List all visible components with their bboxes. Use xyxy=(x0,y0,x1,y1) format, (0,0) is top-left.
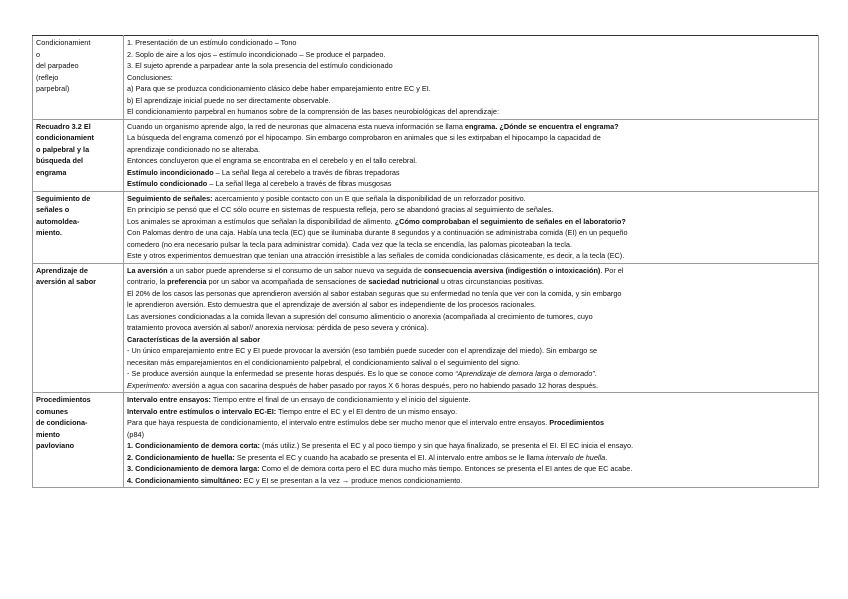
content-line: Estímulo incondicionado – La señal llega al cerebelo a través de fibras trepadoras xyxy=(127,167,400,177)
content-line: Conclusiones: xyxy=(127,72,173,82)
content-line: Estímulo condicionado – La señal llega al cerebelo a través de fibras musgosas xyxy=(127,179,392,188)
content-line: 1. Presentación de un estímulo condicionado – Tono xyxy=(127,38,297,47)
row-content xyxy=(124,263,819,393)
table-row xyxy=(33,191,819,263)
content-line: Intervalo entre estímulos o intervalo EC-EI: Tiempo entre el EC y el EI dentro de un mismo ensayo. xyxy=(127,406,458,416)
content-line: Para que haya respuesta de condicionamiento, el intervalo entre estímulos debe ser mucho menor que el intervalo entre ensayos. Procedimientos xyxy=(127,418,605,427)
topic-line: o palpebral y la xyxy=(36,144,90,154)
topic-line: miento. xyxy=(36,228,62,237)
row-topic xyxy=(33,191,124,263)
content-line: Experimento: aversión a agua con sacarina después de haber pasado por rayos X 6 horas después, pero no habiendo pasado 12 horas después. xyxy=(127,380,598,390)
table-row xyxy=(33,393,819,488)
content-line: a) Para que se produzca condicionamiento clásico debe haber emparejamiento entre EC y EI. xyxy=(127,84,431,93)
content-line: En principio se pensó que el CC sólo ocurre en sistemas de respuesta refleja, pero se abandonó gracias al seguimiento de señales. xyxy=(127,205,554,214)
content-line: Entonces concluyeron que el engrama se encontraba en el cerebelo y en el tallo cerebral. xyxy=(127,156,418,165)
row-content xyxy=(124,36,819,120)
topic-line: Condicionamient xyxy=(36,38,91,47)
content-line: Las aversiones condicionadas a la comida llevan a supresión del consumo alimenticio o anorexia (acompañada al crecimiento de tumores, cuyo xyxy=(127,311,593,321)
topic-line: (reflejo xyxy=(36,72,59,82)
content-line: aprendizaje condicionado no se alteraba. xyxy=(127,144,261,154)
topic-line: del parpadeo xyxy=(36,61,79,70)
content-line: 2. Condicionamiento de huella: Se presenta el EC y cuando ha acabado se presenta el EI. Al intervalo entre ambos se le llama intervalo de huella. xyxy=(127,452,608,462)
content-line: 1. Condicionamiento de demora corta: (más utiliz.) Se presenta el EC y al poco tiempo y sin que haya finalizado, se presenta el EI. El EC inicia el ensayo. xyxy=(127,441,634,450)
content-line: b) El aprendizaje inicial puede no ser directamente observable. xyxy=(127,95,331,105)
content-line: tratamiento provoca aversión al sabor// anorexia nerviosa: pérdida de peso severa y crónica). xyxy=(127,323,429,332)
row-content xyxy=(124,119,819,191)
topic-line: parpebral) xyxy=(36,84,70,93)
content-line: Seguimiento de señales: acercamiento y posible contacto con un E que señala la disponibilidad de un reforzador positivo. xyxy=(127,193,526,203)
topic-line: señales o xyxy=(36,205,70,214)
content-line: 3. Condicionamiento de demora larga: Como el de demora corta pero el EC dura mucho más tiempo. Entonces se presenta el EI antes de que EC acabe. xyxy=(127,464,633,473)
content-line: 2. Soplo de aire a los ojos – estímulo incondicionado – Se produce el parpadeo. xyxy=(127,49,386,59)
topic-line: Recuadro 3.2 El xyxy=(36,121,91,131)
row-topic xyxy=(33,393,124,488)
topic-line: miento xyxy=(36,429,60,439)
row-topic xyxy=(33,119,124,191)
content-line: - Se produce aversión aunque la enfermedad se presente horas después. Es lo que se conoce como “Aprendizaje de demora larga o demorado”. xyxy=(127,369,597,378)
topic-line: engrama xyxy=(36,167,67,177)
table-row xyxy=(33,119,819,191)
content-line: Características de la aversión al sabor xyxy=(127,334,261,344)
row-topic xyxy=(33,36,124,120)
content-line: Cuando un organismo aprende algo, la red de neuronas que almacena esta nueva información se llama engrama. ¿Dónde se encuentra el engrama? xyxy=(127,121,619,131)
content-line: El condicionamiento parpebral en humanos sobre de la comprensión de las bases neurobiológicas del aprendizaje: xyxy=(127,107,499,116)
content-line: Los animales se aproximan a estímulos que señalan la disponibilidad de alimento. ¿Cómo comprobaban el seguimiento de señales en el laboratorio? xyxy=(127,216,626,226)
content-line: 4. Condicionamiento simultáneo: EC y EI se presentan a la vez → produce menos condicionamiento. xyxy=(127,475,463,485)
content-line: Intervalo entre ensayos: Tiempo entre el final de un ensayo de condicionamiento y el inicio del siguiente. xyxy=(127,395,471,404)
row-content xyxy=(124,393,819,488)
topic-line: Procedimientos xyxy=(36,395,91,404)
topic-line: condicionamient xyxy=(36,133,94,142)
content-line: La aversión a un sabor puede aprenderse si el consumo de un sabor nuevo va seguida de consecuencia aversiva (indigestión o intoxicación). Por el xyxy=(127,265,624,275)
content-line: Este y otros experimentos demuestran que tenían una atracción irresistible a las señales de comida condicionadas clásicamente, es decir, a la tecla (EC). xyxy=(127,251,625,260)
content-line: contrario, la preferencia por un sabor va acompañada de sensaciones de saciedad nutricional u otras circunstancias positivas. xyxy=(127,277,544,286)
topic-line: o xyxy=(36,49,41,59)
content-line: El 20% de los casos las personas que aprendieron aversión al sabor estaban seguras que su enfermedad no tenía que ver con la comida, y sin embargo xyxy=(127,288,622,298)
table-row xyxy=(33,263,819,393)
table-row xyxy=(33,36,819,120)
topic-line: automoldea- xyxy=(36,216,80,226)
topic-line: comunes xyxy=(36,406,69,416)
content-line: - Un único emparejamiento entre EC y EI puede provocar la aversión (eso también puede suceder con el aprendizaje del miedo). Sin embargo se xyxy=(127,346,598,355)
topic-line: búsqueda del xyxy=(36,156,84,165)
content-line: La búsqueda del engrama comenzó por el hipocampo. Sin embargo comprobaron en animales que si les extirpaban el hipocampo la capacidad de xyxy=(127,133,601,142)
topic-line: Aprendizaje de xyxy=(36,265,88,275)
row-content xyxy=(124,191,819,263)
content-line: (p84) xyxy=(127,429,145,439)
topic-line: pavloviano xyxy=(36,441,75,450)
topic-line: aversión al sabor xyxy=(36,277,97,286)
content-line: 3. El sujeto aprende a parpadear ante la sola presencia del estímulo condicionado xyxy=(127,61,393,70)
notes-table xyxy=(32,35,819,488)
content-line: Con Palomas dentro de una caja. Había una tecla (EC) que se iluminaba durante 8 segundos y a continuación se administraba comida (EI) en un pequeño xyxy=(127,228,628,237)
content-line: comedero (no era necesario pulsar la tecla para administrar comida). Cada vez que la tecla se encendía, las palomas picoteaban la tecla. xyxy=(127,239,572,249)
topic-line: Seguimiento de xyxy=(36,193,91,203)
content-line: necesitan más emparejamientos en el condicionamiento palpebral, el condicionamiento salival o el seguimiento del signo. xyxy=(127,357,521,367)
content-line: le aprendieron aversión. Esto demuestra que el aprendizaje de aversión al sabor es independiente de los procesos racionales. xyxy=(127,300,536,309)
row-topic xyxy=(33,263,124,393)
topic-line: de condiciona- xyxy=(36,418,88,427)
